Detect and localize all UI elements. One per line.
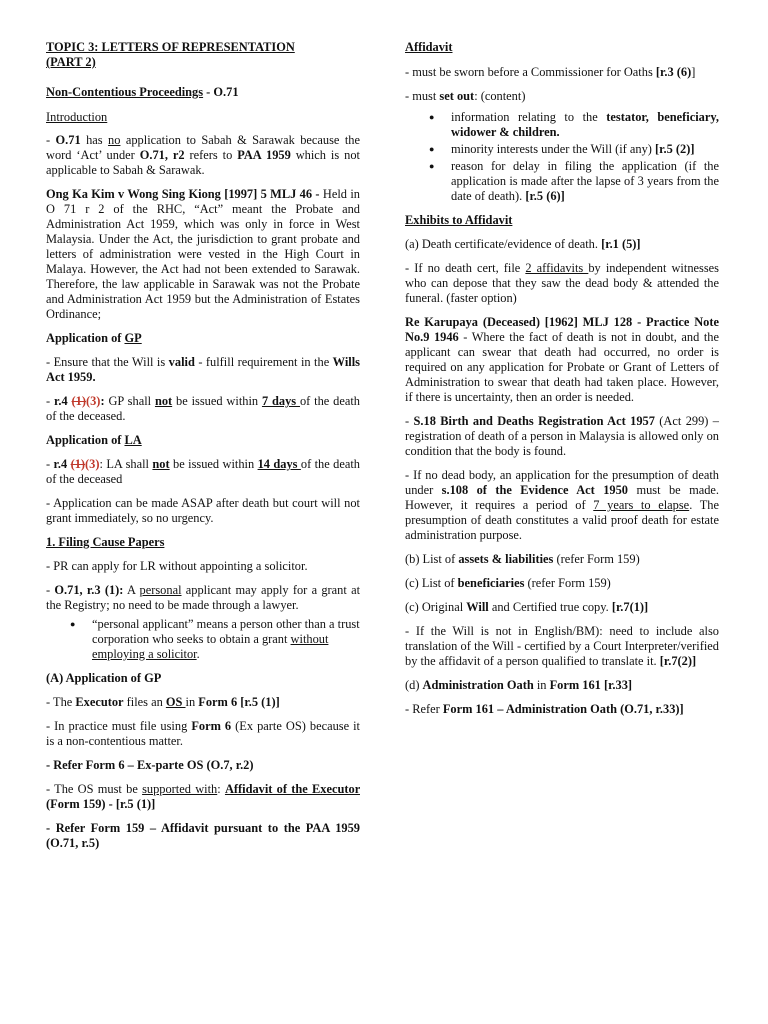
death-cert: (a) Death certificate/evidence of death. [r.1 (5)] [405,237,641,251]
case-re-karupaya: Re Karupaya (Deceased) [1962] MLJ 128 - Practice Note No.9 1946 - Where the fact of death is not in doubt, and the applicant can swear that death had occurred, no order is required on any application for Probate or Grant of Letters of Administration to swear that death had taken place. However, if there is uncertainty, then an order is needed. [405,315,719,404]
will-translation: - If the Will is not in English/BM): need to include also translation of the Will - certified by a Court Interpreter/verified by the affidavit of a person qualified to translate it. [r.7(2)] [405,624,719,668]
case-ong-ka-kim: Ong Ka Kim v Wong Sing Kiong [1997] 5 MLJ 46 - Held in O 71 r 2 of the RHC, “Act” meant the Probate and Administration Act 1959, which was only in force in West Malaysia. Under the Act, the jurisdiction to grant probate and letters of administration were vested in the High Court in Malaya. However, the Act had not been extended to Sarawak. Therefore, the law applicable in Sarawak was not the Probate and Administration Act 1959 but the Administration of Estates Ordinance; [46,187,360,321]
content-bullet-testator: ● information relating to the testator, beneficiary, widower & children. [429,110,719,140]
app-la-heading: Application of LA [46,433,142,447]
ncp-heading: Non-Contentious Proceedings - O.71 [46,85,239,99]
filing-heading: 1. Filing Cause Papers [46,535,165,549]
la-r4: - r.4 (1)(3): LA shall not be issued within 14 days of the death of the deceased [46,457,360,486]
pr-apply: - PR can apply for LR without appointing a solicitor. [46,559,308,573]
set-out: - must set out: (content) [405,89,526,103]
app-gp-a-heading: (A) Application of GP [46,671,162,685]
no-dead-body: - If no dead body, an application for the presumption of death under s.108 of the Evidence Act 1950 must be made. However, it requires a period of 7 years to elapse. The presumption of death constitutes a valid proof death for estate administration purpose. [405,468,720,542]
affidavit-heading: Affidavit [405,40,453,54]
sworn-before: - must be sworn before a Commissioner for Oaths [r.3 (6)] [405,65,696,79]
affidavit-content-list [405,110,719,204]
intro-paragraph: - O.71 has no application to Sabah & Sarawak because the word ‘Act’ under O.71, r2 refers to PAA 1959 which is not applicable to Sabah & Sarawak. [46,133,360,177]
original-will: (c) Original Will and Certified true copy. [r.7(1)] [405,600,649,614]
s18-registration: - S.18 Birth and Deaths Registration Act 1957 (Act 299) – registration of death of a person in Malaysia is allowed only on condition that the body is found. [405,414,719,458]
list-assets: (b) List of assets & liabilities (refer Form 159) [405,552,640,566]
exhibits-heading: Exhibits to Affidavit [405,213,513,227]
content-bullet-minority: ● minority interests under the Will (if any) [r.5 (2)] [429,142,719,157]
o71-r3: - O.71, r.3 (1): A personal applicant may apply for a grant at the Registry; no need to be made through a lawyer. [46,583,361,612]
asap-note: - Application can be made ASAP after death but court will not grant immediately, so no urgency. [46,496,360,525]
refer-form159: - Refer Form 159 – Affidavit pursuant to the PAA 1959 (O.71, r.5) [46,821,360,850]
admin-oath: (d) Administration Oath in Form 161 [r.33] [405,678,633,692]
right-column [405,40,719,726]
left-column [46,40,360,860]
practice-note: - In practice must file using Form 6 (Ex parte OS) because it is a non-contentious matter. [46,719,360,748]
intro-heading: Introduction [46,110,108,124]
content-bullet-delay: ● reason for delay in filing the application (if the application is made after the lapse of 3 years from the date of death). [r.5 (6)] [429,159,719,204]
app-gp-heading: Application of GP [46,331,142,345]
list-beneficiaries: (c) List of beneficiaries (refer Form 159) [405,576,611,590]
refer-form6: - Refer Form 6 – Ex-parte OS (O.7, r.2) [46,758,254,772]
executor-files: - The Executor files an OS in Form 6 [r.5 (1)] [46,695,280,709]
gp-valid: - Ensure that the Will is valid - fulfill requirement in the Wills Act 1959. [46,355,360,384]
no-death-cert: - If no death cert, file 2 affidavits by independent witnesses who can depose that they saw the dead body & attended the funeral. (faster option) [405,261,719,305]
refer-form161: - Refer Form 161 – Administration Oath (O.71, r.33)] [405,702,684,716]
personal-applicant-bullet: ● “personal applicant” means a person other than a trust corporation who seeks to obtain a grant without employing a solicitor. [70,617,360,662]
os-supported: - The OS must be supported with: Affidavit of the Executor (Form 159) - [r.5 (1)] [46,782,360,811]
gp-r4: - r.4 (1)(3): GP shall not be issued within 7 days of the death of the deceased. [46,394,360,423]
personal-applicant-list [46,617,360,662]
topic-title: TOPIC 3: LETTERS OF REPRESENTATION (PART 2) [46,40,295,69]
